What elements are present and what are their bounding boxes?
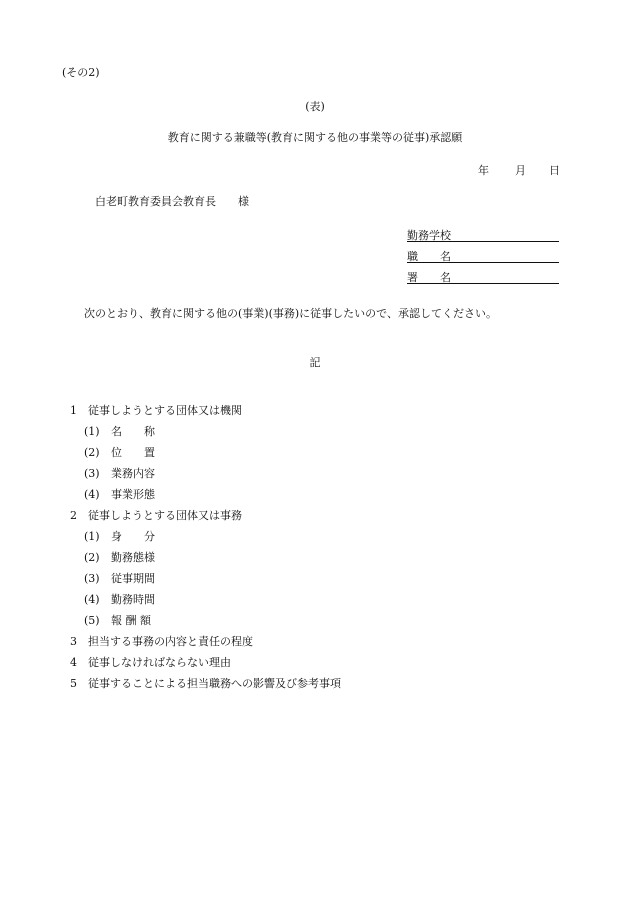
item-3 — [70, 635, 253, 649]
sub-item-text: 勤務時間 — [111, 593, 155, 606]
item-number: 2 — [70, 509, 77, 522]
item-text: 従事しなければならない理由 — [88, 656, 231, 669]
sub-item-2-1 — [84, 530, 155, 544]
item-number: 4 — [70, 656, 77, 669]
sub-item-number: (1) — [84, 425, 100, 438]
sub-item-1-2 — [84, 446, 155, 460]
sub-item-2-2 — [84, 551, 155, 565]
item-2 — [70, 509, 242, 523]
body-text: 次のとおり、教育に関する他の(事業)(事務)に従事したいので、承認してください。 — [84, 307, 497, 320]
sub-item-text: 身 分 — [111, 530, 155, 543]
position-label: 職 名 — [407, 250, 451, 263]
document-title: 教育に関する兼職等(教育に関する他の事業等の従事)承認願 — [167, 131, 463, 144]
sub-item-text: 業務内容 — [111, 467, 155, 480]
addressee: 白老町教育委員会教育長 様 — [95, 195, 249, 208]
sub-item-number: (3) — [84, 467, 100, 480]
name-signature-line — [407, 269, 559, 284]
item-text: 担当する事務の内容と責任の程度 — [88, 635, 253, 648]
sub-item-number: (3) — [84, 572, 100, 585]
school-label: 勤務学校 — [407, 229, 451, 242]
date-month: 月 — [515, 164, 526, 177]
name-label: 署 名 — [407, 271, 451, 284]
sub-item-2-5 — [84, 614, 151, 628]
item-number: 5 — [70, 677, 77, 690]
item-1 — [70, 404, 242, 418]
position-signature-line — [407, 248, 559, 263]
sub-item-text: 従事期間 — [111, 572, 155, 585]
sub-item-text: 名 称 — [111, 425, 155, 438]
sub-item-text: 勤務態様 — [111, 551, 155, 564]
date-day: 日 — [549, 164, 560, 177]
item-4 — [70, 656, 231, 670]
ki-heading: 記 — [309, 356, 321, 369]
sub-item-text: 位 置 — [111, 446, 155, 459]
sub-item-text: 報 酬 額 — [111, 614, 151, 627]
sub-item-number: (4) — [84, 593, 100, 606]
page-label: (その2) — [62, 66, 100, 79]
sub-item-1-3 — [84, 467, 155, 481]
item-number: 3 — [70, 635, 77, 648]
sub-item-2-4 — [84, 593, 155, 607]
item-5 — [70, 677, 341, 691]
item-text: 従事しようとする団体又は機関 — [88, 404, 242, 417]
sub-item-number: (2) — [84, 446, 100, 459]
sub-item-2-3 — [84, 572, 155, 586]
sub-item-number: (5) — [84, 614, 100, 627]
school-signature-line — [407, 227, 559, 242]
item-text: 従事することによる担当職務への影響及び参考事項 — [88, 677, 341, 690]
sub-item-number: (1) — [84, 530, 100, 543]
sub-item-number: (4) — [84, 488, 100, 501]
side-label: (表) — [305, 100, 325, 113]
item-number: 1 — [70, 404, 77, 417]
sub-item-1-1 — [84, 425, 155, 439]
sub-item-1-4 — [84, 488, 155, 502]
sub-item-number: (2) — [84, 551, 100, 564]
sub-item-text: 事業形態 — [111, 488, 155, 501]
date-year: 年 — [478, 164, 489, 177]
item-text: 従事しようとする団体又は事務 — [88, 509, 242, 522]
